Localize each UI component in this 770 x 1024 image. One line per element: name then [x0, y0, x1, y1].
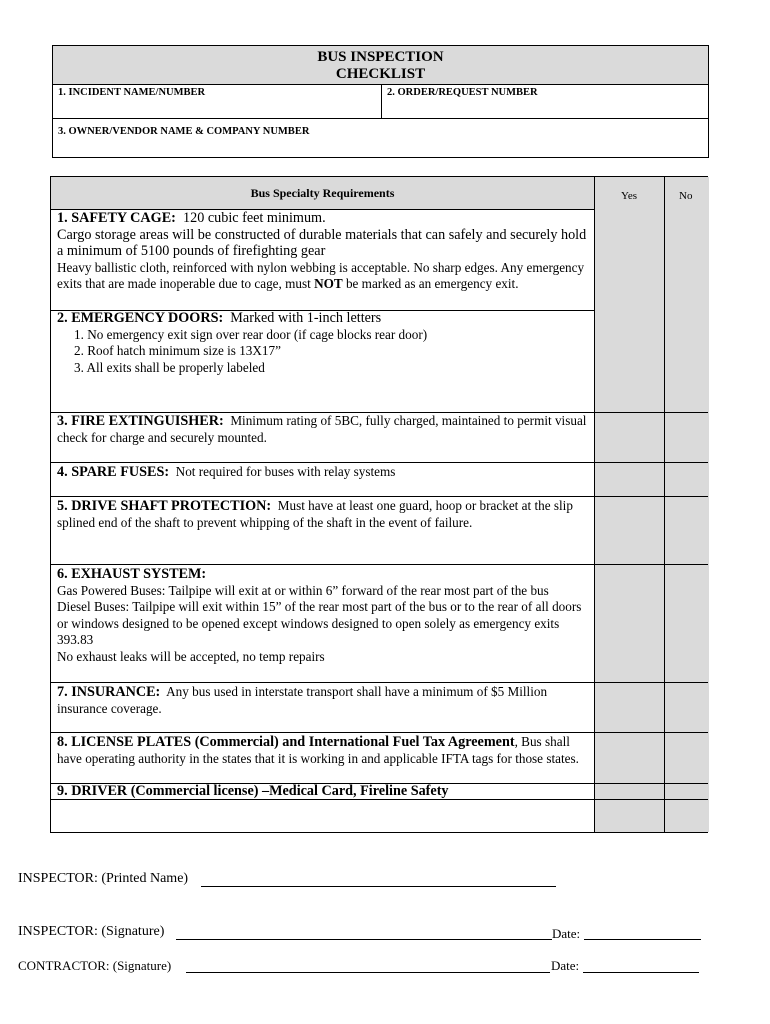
incident-name-field[interactable] [53, 85, 382, 119]
form-title [53, 46, 708, 84]
yes-header: Yes [621, 190, 638, 202]
yes-column [594, 177, 665, 832]
title-line-2: CHECKLIST [335, 66, 426, 82]
contractor-date-label: Date: [551, 958, 580, 973]
inspector-date-label: Date: [552, 926, 581, 941]
requirement-row-spare-fuses: 4. SPARE FUSES: Not required for buses with relay systems [57, 464, 396, 480]
requirement-row-license-plates: 8. LICENSE PLATES (Commercial) and International Fuel Tax Agreement, Bus shall have operating authority in the states that it is working in and applicable IFTA tags for those states. [57, 734, 579, 766]
owner-vendor-field[interactable] [53, 118, 708, 157]
inspector-signature-line[interactable] [176, 939, 552, 940]
form-header [52, 45, 709, 158]
incident-name-label: 1. INCIDENT NAME/NUMBER [58, 87, 206, 98]
contractor-signature-label: CONTRACTOR: (Signature) [18, 958, 172, 973]
requirement-row-fire-extinguisher: 3. FIRE EXTINGUISHER: Minimum rating of 5BC, fully charged, maintained to permit visual check for charge and securely mounted. [57, 413, 587, 445]
owner-vendor-label: 3. OWNER/VENDOR NAME & COMPANY NUMBER [58, 126, 310, 137]
no-column [664, 177, 709, 832]
contractor-date-line[interactable] [583, 972, 699, 973]
requirement-row-driver: 9. DRIVER (Commercial license) –Medical Card, Fireline Safety [57, 783, 449, 799]
title-line-1: BUS INSPECTION [317, 49, 444, 65]
inspector-signature-label: INSPECTOR: (Signature) [18, 924, 165, 939]
requirement-row-emergency-doors: 2. EMERGENCY DOORS: Marked with 1-inch letters 1. No emergency exit sign over rear door (if cage blocks rear door) 2. Roof hatch minimum size is 13X17” 3. All exits shall be properly labeled [57, 310, 428, 375]
table-header-label: Bus Specialty Requirements [250, 186, 395, 200]
requirement-row-safety-cage: 1. SAFETY CAGE: 120 cubic feet minimum. Cargo storage areas will be constructed of durable materials that can safely and securely hold a minimum of 5100 pounds of firefighting gear Heavy ballistic cloth, reinforced with nylon webbing is acceptable. No sharp edges. Any emergency exits that are made inoperable due to cage, must NOT be marked as an emergency exit. [57, 210, 587, 291]
inspector-printed-name-line[interactable] [201, 886, 556, 887]
requirements-table [50, 176, 708, 833]
requirement-row-exhaust-system: 6. EXHAUST SYSTEM: Gas Powered Buses: Tailpipe will exit at or within 6” forward of the rear most part of the bus Diesel Buses: Tailpipe will exit within 15” of the rear most part of the bus or to the rear of all doors or windows designed to be opened except windows designed to open solely as emergency exits 393.83 No exhaust leaks will be accepted, no temp repairs [57, 566, 582, 664]
requirement-row-drive-shaft: 5. DRIVE SHAFT PROTECTION: Must have at least one guard, hoop or bracket at the slip splined end of the shaft to prevent whipping of the shaft in the event of failure. [57, 498, 573, 530]
inspector-date-line[interactable] [584, 939, 701, 940]
inspector-printed-name-label: INSPECTOR: (Printed Name) [18, 871, 189, 886]
no-header: No [679, 190, 693, 202]
order-request-field[interactable] [382, 85, 708, 119]
requirement-row-insurance: 7. INSURANCE: Any bus used in interstate transport shall have a minimum of $5 Million insurance coverage. [57, 684, 548, 716]
order-request-label: 2. ORDER/REQUEST NUMBER [387, 87, 538, 98]
table-header [51, 177, 594, 210]
contractor-signature-line[interactable] [186, 972, 550, 973]
